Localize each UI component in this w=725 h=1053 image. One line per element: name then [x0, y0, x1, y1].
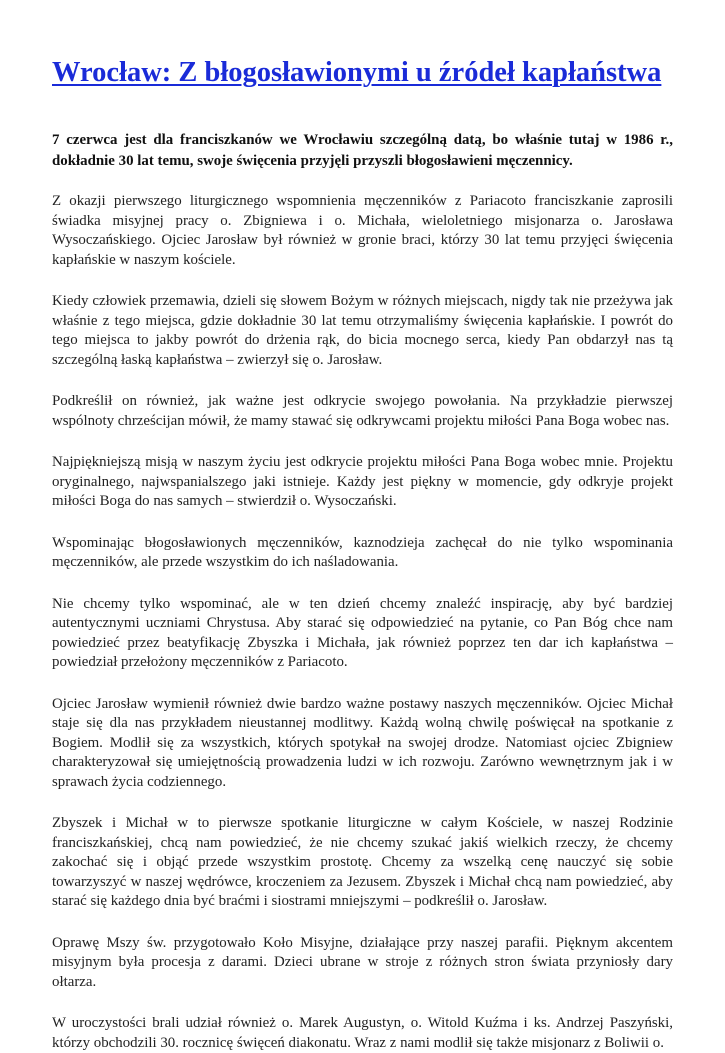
- paragraph: Oprawę Mszy św. przygotowało Koło Misyjne, działające przy naszej parafii. Pięknym akcentem misyjnym była procesja z darami. Dzieci ubrane w stroje z różnych stron świata przyniosły dary ołtarza.: [52, 934, 673, 990]
- paragraph: W uroczystości brali udział również o. Marek Augustyn, o. Witold Kuźma i ks. Andrzej Paszyński, którzy obchodzili 30. rocznicę święceń diakonatu. Wraz z nami modlił się także misjonarz z Boliwii o.: [52, 1015, 673, 1051]
- paragraph: Wspominając błogosławionych męczenników, kaznodzieja zachęcał do nie tylko wspominania męczenników, ale przede wszystkim do ich naśladowania.: [52, 534, 673, 570]
- paragraph: Zbyszek i Michał w to pierwsze spotkanie liturgiczne w całym Kościele, w naszej Rodzinie franciszkańskiej, chcą nam powiedzieć, że nie chcemy szukać jakiś wielkich rzeczy, że chcemy zakochać się i objąć przede wszystkim prostotę. Chcemy za wszelką cenę nauczyć się sobie towarzyszyć w naszej wędrówce, kroczeniem za Jezusem. Zbyszek i Michał chcą nam powiedzieć, aby starać się każdego dnia być braćmi i siostrami mniejszymi – podkreślił o. Jarosław.: [52, 815, 673, 909]
- article-title: [52, 55, 673, 90]
- paragraph: Ojciec Jarosław wymienił również dwie bardzo ważne postawy naszych męczenników. Ojciec Michał staje się dla nas przykładem nieustannej modlitwy. Każdą wolną chwilę poświęcał na spotkanie z Bogiem. Modlił się za wszystkich, których spotykał na swojej drodze. Natomiast ojciec Zbigniew charakteryzował się umiejętnością prowadzenia ludzi w ich rozwoju. Zarówno wewnętrznym jak i w sprawach życia codziennego.: [52, 695, 673, 790]
- article-body: [52, 192, 673, 1053]
- paragraph: Nie chcemy tylko wspominać, ale w ten dzień chcemy znaleźć inspirację, aby być bardziej autentycznymi uczniami Chrystusa. Aby starać się odpowiedzieć na pytanie, co Pan Bóg chce nam powiedzieć przez beatyfikację Zbyszka i Michała, jak również poprzez ten dar ich kapłaństwa – powiedział przełożony męczenników z Pariacoto.: [52, 595, 673, 670]
- paragraph: Podkreślił on również, jak ważne jest odkrycie swojego powołania. Na przykładzie pierwszej wspólnoty chrześcijan mówił, że mamy stawać się odkrywcami projektu miłości Pana Boga wobec nas.: [52, 393, 673, 429]
- article-title-link[interactable]: Wrocław: Z błogosławionymi u źródeł kapłaństwa: [52, 57, 662, 88]
- paragraph: Kiedy człowiek przemawia, dzieli się słowem Bożym w różnych miejscach, nigdy tak nie przeżywa jak właśnie z tego miejsca, gdzie dokładnie 30 lat temu otrzymaliśmy święcenia kapłańskie. I powrót do tego miejsca to jakby powrót do drżenia rąk, do bicia mocnego serca, kiedy Pan obdarzył nas tą szczególną łaską kapłaństwa – zwierzył się o. Jarosław.: [52, 293, 673, 368]
- paragraph: Najpiękniejszą misją w naszym życiu jest odkrycie projektu miłości Pana Boga wobec mnie. Projektu oryginalnego, najwspanialszego jaki istnieje. Każdy jest piękny w momencie, gdy odkryje projekt miłości Boga do nas samych – stwierdził o. Wysoczański.: [52, 454, 673, 509]
- paragraph: Z okazji pierwszego liturgicznego wspomnienia męczenników z Pariacoto franciszkanie zaprosili świadka misyjnej pracy o. Zbigniewa i o. Michała, wieloletniego misjonarza o. Jarosława Wysoczańskiego. Ojciec Jarosław był również w gronie braci, którzy 30 lat temu przyjęci święcenia kapłańskie w naszym kościele.: [52, 193, 673, 268]
- article-lead: 7 czerwca jest dla franciszkanów we Wrocławiu szczególną datą, bo właśnie tutaj w 1986 r., dokładnie 30 lat temu, swoje święcenia przyjęli przyszli błogosławieni męczennicy.: [52, 132, 673, 169]
